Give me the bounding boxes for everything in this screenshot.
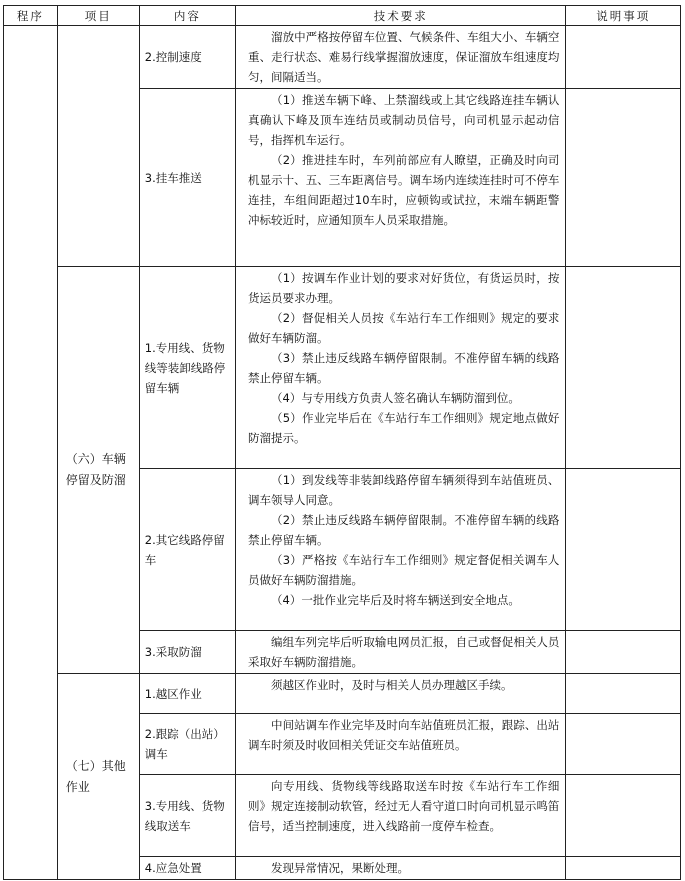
- tech-requirement-cell: [236, 714, 566, 775]
- content-cell: 1.越区作业: [139, 674, 235, 714]
- content-cell: 2.其它线路停留车: [139, 469, 235, 631]
- tech-requirement-cell: [236, 89, 566, 267]
- tech-paragraph: （2）督促相关人员按《车站行车工作细则》规定的要求做好车辆防溜。: [248, 311, 560, 345]
- header-note: 说明事项: [566, 6, 681, 26]
- table-row: [4, 674, 681, 714]
- header-tech: 技术要求: [236, 6, 566, 26]
- tech-paragraph: （4）与专用线方负责人签名确认车辆防溜到位。: [271, 391, 520, 405]
- tech-paragraph: （2）推进挂车时，车列前部应有人瞭望，正确及时向司机显示十、五、三车距离信号。调车场内连续连挂时可不停车连挂，车组间距超过10车时，应顿钩或试拉，末端车辆距警冲标较近时，应通知顶车人员采取措施。: [248, 153, 560, 227]
- item-cell: （六）车辆停留及防溜: [57, 267, 139, 674]
- header-item: 项目: [57, 6, 139, 26]
- tech-requirement-cell: [236, 469, 566, 631]
- regulation-table: [3, 5, 681, 880]
- tech-requirement-cell: [236, 775, 566, 857]
- tech-requirement-cell: [236, 857, 566, 880]
- header-content: 内容: [139, 6, 235, 26]
- tech-requirement-cell: [236, 631, 566, 674]
- tech-paragraph: 编组车列完毕后听取输电网员汇报，自己或督促相关人员采取好车辆防溜措施。: [248, 635, 560, 669]
- content-cell: 3.采取防溜: [139, 631, 235, 674]
- note-cell: [566, 26, 681, 89]
- step-cell: [4, 26, 58, 880]
- note-cell: [566, 775, 681, 857]
- tech-paragraph: （1）推送车辆下峰、上禁溜线或上其它线路连挂车辆认真确认下峰及顶车连结员或制动员信号，向司机显示起动信号，指挥机车运行。: [248, 93, 560, 147]
- tech-paragraph: 发现异常情况，果断处理。: [271, 861, 410, 875]
- tech-requirement-cell: [236, 267, 566, 469]
- tech-paragraph: 溜放中严格按停留车位置、气候条件、车组大小、车辆空重、走行状态、难易行线掌握溜放速度，保证溜放车组速度均匀，间隔适当。: [248, 30, 560, 84]
- tech-paragraph: 向专用线、货物线等线路取送车时按《车站行车工作细则》规定连接制动软管，经过无人看守道口时向司机显示鸣笛信号，适当控制速度，进入线路前一度停车检查。: [248, 779, 560, 833]
- note-cell: [566, 714, 681, 775]
- item-cell: （七）其他作业: [57, 674, 139, 880]
- item-cell: [57, 26, 139, 267]
- tech-paragraph: （3）严格按《车站行车工作细则》规定督促相关调车人员做好车辆防溜措施。: [248, 553, 560, 587]
- content-cell: 2.跟踪（出站）调车: [139, 714, 235, 775]
- tech-paragraph: （1）到发线等非装卸线路停留车辆须得到车站值班员、调车领导人同意。: [248, 473, 560, 507]
- tech-paragraph: 须越区作业时，及时与相关人员办理越区手续。: [271, 678, 513, 692]
- content-cell: 4.应急处置: [139, 857, 235, 880]
- note-cell: [566, 469, 681, 631]
- header-step: 程序: [4, 6, 58, 26]
- tech-paragraph: （1）按调车作业计划的要求对好货位，有货运员时，按货运员要求办理。: [248, 271, 560, 305]
- tech-requirement-cell: [236, 26, 566, 89]
- content-cell: 3.挂车推送: [139, 89, 235, 267]
- note-cell: [566, 674, 681, 714]
- tech-paragraph: （3）禁止违反线路车辆停留限制。不准停留车辆的线路禁止停留车辆。: [248, 351, 560, 385]
- content-cell: 3.专用线、货物线取送车: [139, 775, 235, 857]
- table-row: [4, 26, 681, 89]
- note-cell: [566, 267, 681, 469]
- content-cell: 2.控制速度: [139, 26, 235, 89]
- tech-requirement-cell: [236, 674, 566, 714]
- table-row: [4, 267, 681, 469]
- content-cell: 1.专用线、货物线等装卸线路停留车辆: [139, 267, 235, 469]
- note-cell: [566, 857, 681, 880]
- note-cell: [566, 89, 681, 267]
- header-row: [4, 6, 681, 26]
- tech-paragraph: （4）一批作业完毕后及时将车辆送到安全地点。: [271, 593, 520, 607]
- note-cell: [566, 631, 681, 674]
- tech-paragraph: （2）禁止违反线路车辆停留限制。不准停留车辆的线路禁止停留车辆。: [248, 513, 560, 547]
- tech-paragraph: （5）作业完毕后在《车站行车工作细则》规定地点做好防溜提示。: [248, 411, 560, 445]
- tech-paragraph: 中间站调车作业完毕及时向车站值班员汇报，跟踪、出站调车时须及时收回相关凭证交车站值班员。: [248, 718, 560, 752]
